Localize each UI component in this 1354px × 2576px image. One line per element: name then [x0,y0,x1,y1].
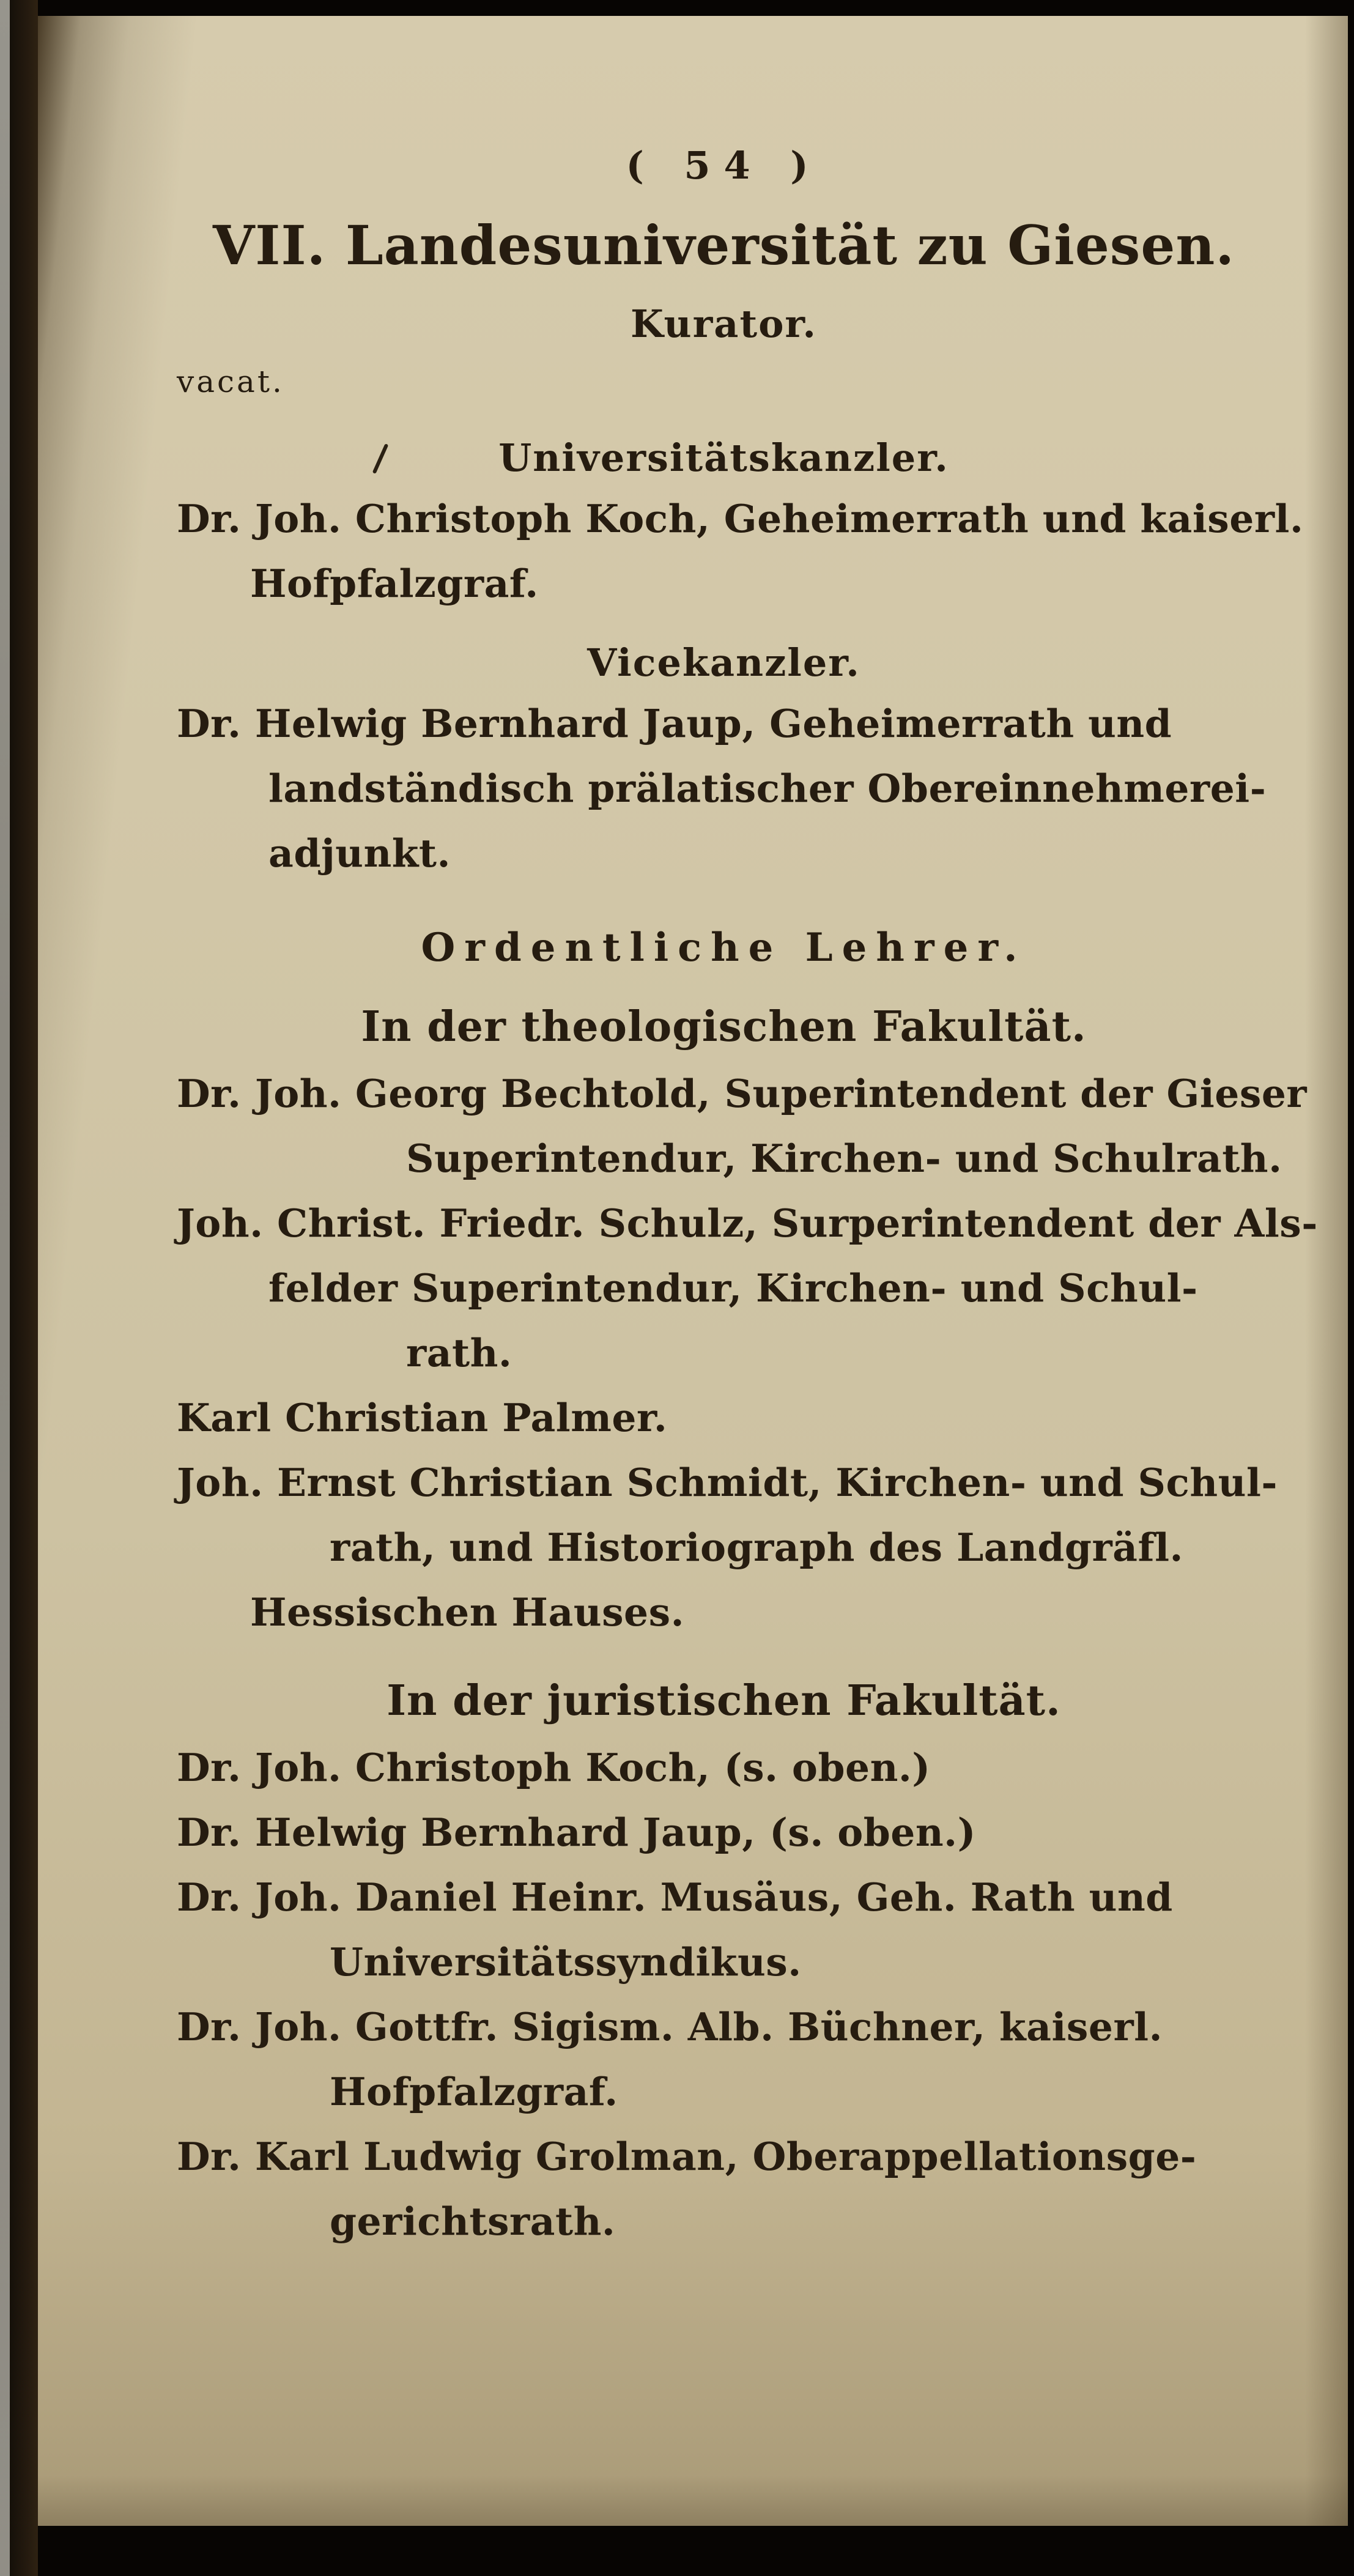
entry-musaeus [177,1865,1271,1994]
entry-jaup [177,1800,1271,1865]
entry-line: Dr. Helwig Bernhard Jaup, (s. oben.) [177,1810,976,1855]
entry-line: adjunkt. [268,831,451,876]
entry-line: Dr. Joh. Christoph Koch, Geheimerrath und kaiserl. [177,496,1304,541]
entry-line: Hofpfalzgraf. [330,2069,618,2114]
heading-theologische-fakultaet: In der theologischen Fakultät. [361,1002,1087,1051]
entry-schmidt [177,1450,1278,1645]
entry-line: Hofpfalzgraf. [250,561,539,606]
entry-line: Dr. Joh. Daniel Heinr. Musäus, Geh. Rath und [177,1875,1173,1920]
heading-juristische-fakultaet: In der juristischen Fakultät. [387,1676,1061,1725]
entry-koch [177,1735,1271,1800]
section-universitaetskanzler [177,435,1304,616]
entry-line: Dr. Helwig Bernhard Jaup, Geheimerrath und [177,701,1172,746]
entry-line: Dr. Karl Ludwig Grolman, Oberappellationsge- [177,2134,1197,2179]
entry-line: Dr. Joh. Christoph Koch, (s. oben.) [177,1745,931,1790]
section-juristische-fakultaet [177,1676,1271,2254]
entry-line: Superintendur, Kirchen- und Schulrath. [406,1136,1282,1181]
section-vicekanzler [177,640,1271,886]
heading-kurator: Kurator. [631,302,817,346]
entry-line: felder Superintendur, Kirchen- und Schul- [268,1265,1198,1311]
entry-line: Hessischen Hauses. [250,1590,685,1635]
heading-universitaetskanzler: Universitätskanzler. [498,435,949,480]
entry-line: Joh. Christ. Friedr. Schulz, Surperintendent der Als- [177,1201,1318,1246]
heading-vicekanzler: Vicekanzler. [587,640,860,685]
entry-line: Joh. Ernst Christian Schmidt, Kirchen- und Schul- [177,1460,1278,1505]
entry-buechner [177,1994,1271,2124]
entry-grolman [177,2124,1271,2254]
section-ordentliche-lehrer [177,925,1271,971]
entry-line: Dr. Joh. Gottfr. Sigism. Alb. Büchner, kaiserl. [177,2004,1163,2049]
heading-ordentliche-lehrer: Ordentliche Lehrer. [421,925,1027,971]
entry-line: rath. [406,1330,512,1375]
entry-line: landständisch prälatischer Obereinnehmerei- [268,766,1267,811]
entry-palmer [177,1385,1271,1450]
book-spine-shadow [10,0,38,2576]
entry-line: Dr. Joh. Georg Bechtold, Superintendent der Gieser [177,1071,1308,1116]
page-title: VII. Landesuniversität zu Giesen. [213,213,1235,277]
scan-edge-strip [0,0,10,2576]
entry-line: rath, und Historiograph des Landgräfl. [330,1525,1183,1570]
entry-line: Karl Christian Palmer. [177,1395,668,1440]
entry-line: gerichtsrath. [330,2199,616,2244]
entry-line: Universitätssyndikus. [330,1939,802,1985]
entry-bechtold [177,1061,1308,1191]
page-number: ( 54 ) [626,143,822,188]
entry-schulz [177,1191,1318,1385]
section-theologische-fakultaet [177,1002,1318,1645]
book-page-paper [38,16,1348,2526]
section-kurator [177,302,1271,411]
page-content [177,108,1318,2254]
entry-vacat: vacat. [177,364,284,399]
